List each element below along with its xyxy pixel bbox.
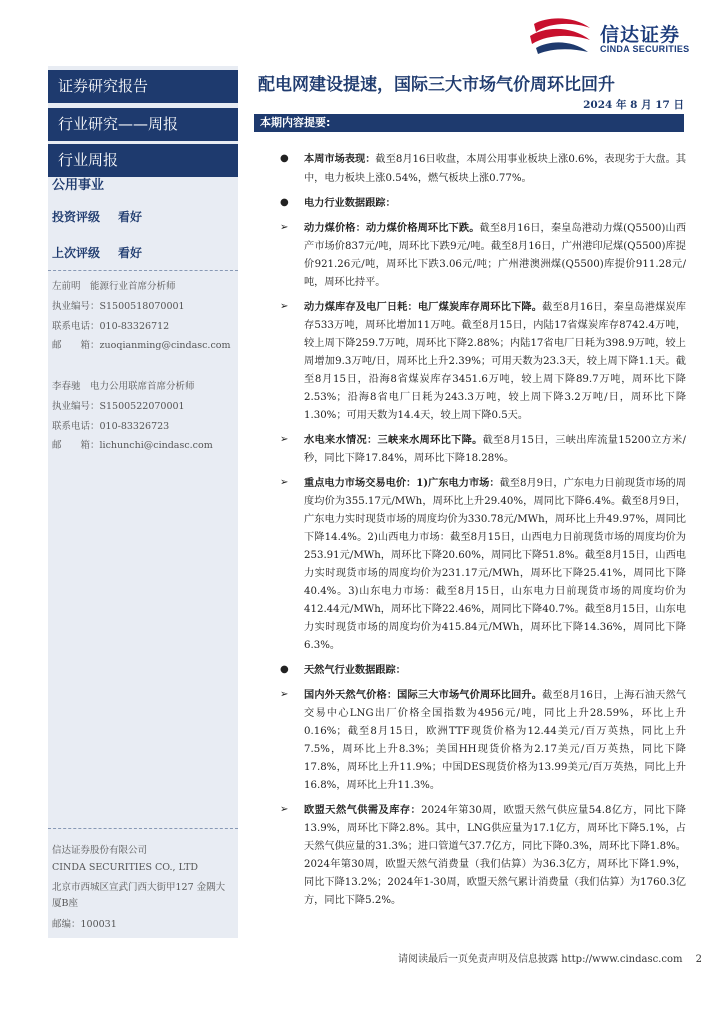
prev-rating-label: 上次评级 bbox=[52, 246, 101, 260]
summary-paragraph bbox=[254, 150, 686, 188]
paragraph-lead: 电力行业数据跟踪： bbox=[304, 197, 396, 209]
paragraph-text: 截至8月16日，上海石油天然气交易中心LNG出厂价格全国指数为4956元/吨，同比上升28.59%，环比上升0.16%；截至8月15日，欧洲TTF现货价格为12.44美元/百万英热，同比上升7.5%，周环比上升8.3%；美国HH现货价格为2.17美元/百万英热，同比下降17.8%，周环比上升11.9%；中国DES现货价格为13.99美元/百万英热，同比上升16.8%，周环比上升11.3%。 bbox=[304, 690, 686, 791]
section-header: 本期内容提要: bbox=[254, 114, 684, 132]
analyst-phone: 联系电话：010-83326723 bbox=[52, 421, 170, 432]
disclaimer-note: 请阅读最后一页免责声明及信息披露 bbox=[398, 954, 558, 965]
website-link[interactable]: http://www.cindasc.com bbox=[561, 954, 683, 965]
company-name-cn: 信达证券股份有限公司 bbox=[52, 845, 148, 856]
analyst-email bbox=[52, 337, 231, 351]
arrow-marker: ➢ bbox=[280, 434, 289, 445]
email-link[interactable]: lichunchi@cindasc.com bbox=[99, 440, 213, 451]
paragraph-text: 2024年第30周，欧盟天然气供应量54.8亿方，同比下降13.9%，周环比下降2.8%。其中，LNG供应量为17.1亿方，周环比下降5.1%，占天然气供应量的31.3%；进口管道气37.7亿方，同比下降0.3%，周环比下降1.8%。2024年第30周，欧盟天然气消费量（我们估算）为36.3亿方，周环比下降1.9%，同比下降13.2%；2024年1-30周，欧盟天然气累计消费量（我们估算）为1760.3亿方，同比下降5.2%。 bbox=[304, 805, 686, 906]
report-subcategory: 行业周报 bbox=[48, 144, 238, 177]
summary-paragraph bbox=[254, 661, 686, 680]
paragraph-lead: 天然气行业数据跟踪： bbox=[304, 664, 406, 676]
company-postcode: 邮编：100031 bbox=[52, 919, 117, 930]
brand-name-en: CINDA SECURITIES bbox=[600, 44, 690, 54]
paragraph-lead: 动力煤库存及电厂日耗：电厂煤炭库存周环比下降。 bbox=[304, 301, 543, 313]
summary-paragraph bbox=[254, 298, 686, 425]
paragraph-lead: 本周市场表现： bbox=[304, 153, 376, 165]
report-type: 证券研究报告 bbox=[48, 70, 238, 103]
brand-name-cn: 信达证券 bbox=[600, 24, 681, 46]
rating-label: 投资评级 bbox=[52, 210, 101, 224]
analyst-phone: 联系电话：010-83326712 bbox=[52, 321, 170, 332]
arrow-marker: ➢ bbox=[280, 222, 289, 233]
arrow-marker: ➢ bbox=[280, 804, 289, 815]
paragraph-lead: 国内外天然气价格：国际三大市场气价周环比回升。 bbox=[304, 689, 543, 701]
analyst-title: 李春驰 电力公用联席首席分析师 bbox=[52, 381, 195, 392]
paragraph-text: 截至8月16日，秦皇岛港动力煤(Q5500)山西产市场价837元/吨，周环比下跌9元/吨。截至8月16日，广州港印尼煤(Q5500)库提价921.26元/吨，周环比下跌3.06元/吨；广州港澳洲煤(Q5500)库提价911.28元/吨，周环比持平。 bbox=[304, 223, 687, 288]
summary-paragraph bbox=[254, 194, 686, 213]
paragraph-lead: 动力煤价格：动力煤价格周环比下跌。 bbox=[304, 222, 480, 234]
page-number: 2 bbox=[695, 954, 703, 965]
arrow-marker: ➢ bbox=[280, 477, 289, 488]
page-footer bbox=[398, 950, 702, 965]
summary-paragraph bbox=[254, 801, 686, 910]
cinda-logo bbox=[528, 14, 708, 58]
paragraph-lead: 欧盟天然气供需及库存： bbox=[304, 804, 422, 816]
rating-value: 看好 bbox=[118, 210, 143, 224]
email-label: 邮 箱： bbox=[52, 340, 100, 351]
bullet-marker: ● bbox=[280, 197, 289, 208]
analyst-email bbox=[52, 437, 213, 451]
sidebar bbox=[48, 66, 238, 938]
arrow-marker: ➢ bbox=[280, 301, 289, 312]
email-label: 邮 箱： bbox=[52, 440, 100, 451]
report-category: 行业研究——周报 bbox=[48, 108, 238, 141]
company-name-en: CINDA SECURITIES CO., LTD bbox=[52, 862, 199, 873]
bullet-marker: ● bbox=[280, 664, 289, 675]
summary-content bbox=[254, 150, 686, 916]
paragraph-text: 截至8月16日收盘，本周公用事业板块上涨0.6%，表现劣于大盘。其中，电力板块上涨0.54%，燃气板块上涨0.77%。 bbox=[304, 154, 687, 184]
paragraph-lead: 水电来水情况：三峡来水周环比下降。 bbox=[304, 434, 483, 446]
paragraph-text: 截至8月15日，三峡出库流量15200立方米/秒，同比下降17.84%，周环比下降18.28%。 bbox=[304, 435, 686, 464]
cinda-logo-icon bbox=[528, 14, 594, 58]
summary-paragraph bbox=[254, 431, 686, 468]
divider bbox=[48, 270, 238, 271]
analyst-license: 执业编号：S1500518070001 bbox=[52, 301, 185, 312]
paragraph-text: 截至8月9日，广东电力日前现货市场的周度均价为355.17元/MWh，周环比上升29.40%，周同比下降6.4%。截至8月9日，广东电力实时现货市场的周度均价为330.78元/MWh，周环比上升49.97%，周同比下降14.4%。2)山西电力市场：截至8月15日，山西电力日前现货市场的周度均价为253.91元/MWh，周环比下降20.60%，周同比下降51.8%。截至8月15日，山西电力实时现货市场的周度均价为231.17元/MWh，周环比下降25.41%，周同比下降40.4%。3)山东电力市场：截至8月15日，山东电力日前现货市场的周度均价为412.44元/MWh，周环比下降22.46%，周同比下降40.7%。截至8月15日，山东电力实时现货市场的周度均价为415.84元/MWh，周环比下降14.36%，周同比下降6.3%。 bbox=[304, 478, 686, 651]
investment-rating bbox=[52, 208, 143, 225]
company-address: 北京市西城区宣武门西大街甲127 金隅大厦B座 bbox=[52, 882, 226, 909]
paragraph-lead: 重点电力市场交易电价：1)广东电力市场： bbox=[304, 477, 500, 489]
sector-label: 公用事业 bbox=[52, 178, 105, 193]
report-date: 2024 年 8 月 17 日 bbox=[583, 99, 684, 111]
prev-rating-value: 看好 bbox=[118, 246, 143, 260]
summary-paragraph bbox=[254, 219, 686, 292]
divider bbox=[48, 828, 238, 829]
bullet-marker: ● bbox=[280, 153, 289, 164]
summary-paragraph bbox=[254, 686, 686, 795]
previous-rating bbox=[52, 244, 143, 261]
paragraph-text: 截至8月16日，秦皇岛港煤炭库存533万吨，周环比增加11万吨。截至8月15日，内陆17省煤炭库存8742.4万吨，较上周下降259.7万吨，周环比下降2.88%；内陆17省电厂日耗为398.9万吨，较上周增加9.3万吨/日，周环比上升2.39%；可用天数为23.3天，较上周下降1.1天。截至8月15日，沿海8省煤炭库存3451.6万吨，较上周下降89.7万吨，周环比下降2.53%；沿海8省电厂日耗为243.3万吨，较上周下降3.2万吨/日，周环比下降1.30%；可用天数为14.4天，较上周下降0.5天。 bbox=[304, 302, 686, 421]
email-link[interactable]: zuoqianming@cindasc.com bbox=[99, 340, 231, 351]
summary-paragraph bbox=[254, 474, 686, 655]
arrow-marker: ➢ bbox=[280, 689, 289, 700]
analyst-title: 左前明 能源行业首席分析师 bbox=[52, 281, 176, 292]
analyst-license: 执业编号：S1500522070001 bbox=[52, 401, 185, 412]
report-title: 配电网建设提速，国际三大市场气价周环比回升 bbox=[258, 75, 615, 95]
